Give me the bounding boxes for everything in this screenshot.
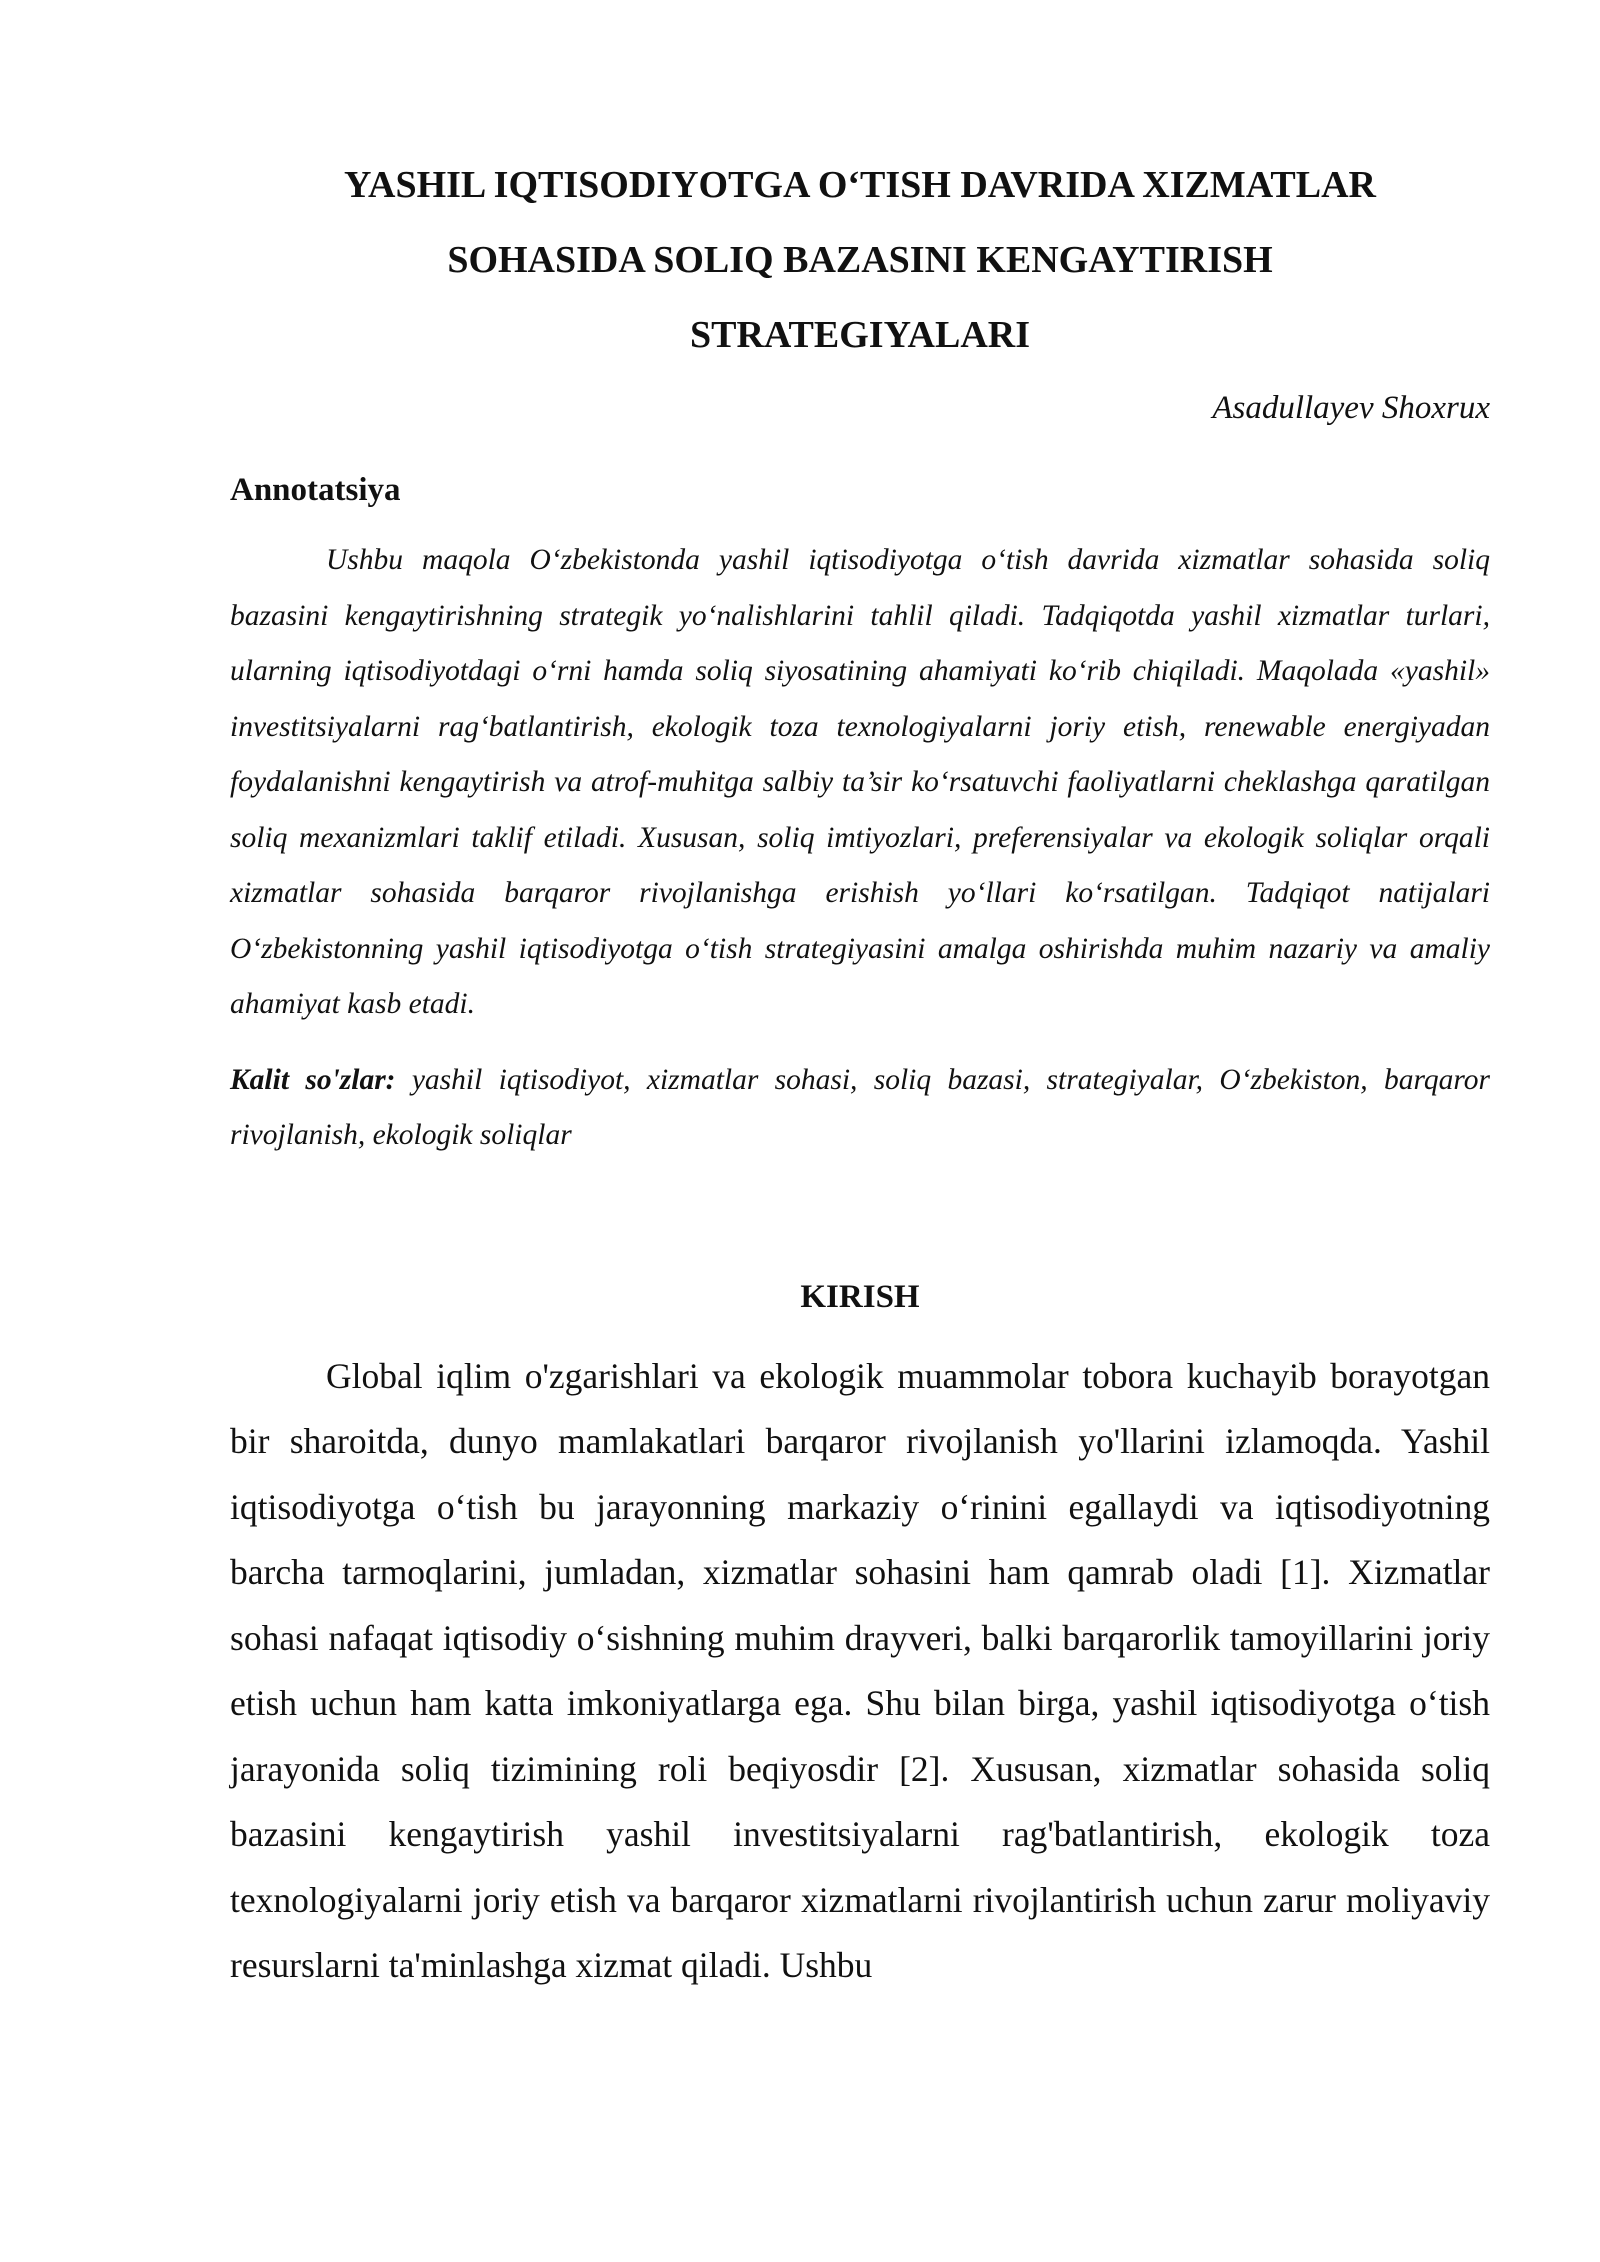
introduction-text: Global iqlim o'zgarishlari va ekologik muammolar tobora kuchayib borayotgan bir sharoitda, dunyo mamlakatlari barqaror rivojlanish yo'llarini izlamoqda. Yashil iqtisodiyotga o‘tish bu jarayonning markaziy o‘rinini egallaydi va iqtisodiyotning barcha tarmoqlarini, jumladan, xizmatlar sohasini ham qamrab oladi [1]. Xizmatlar sohasi nafaqat iqtisodiy o‘sishning muhim drayveri, balki barqarorlik tamoyillarini joriy etish uchun ham katta imkoniyatlarga ega. Shu bilan birga, yashil iqtisodiyotga o‘tish jarayonida soliq tizimining roli beqiyosdir [2]. Xususan, xizmatlar sohasida soliq bazasini kengaytirish yashil investitsiyalarni rag'batlantirish, ekologik toza texnologiyalarni joriy etish va barqaror xizmatlarni rivojlantirish uchun zarur moliyaviy resurslarni ta'minlashga xizmat qiladi. Ushbu <box>230 1355 1490 1985</box>
title-line-3: STRATEGIYALARI <box>690 314 1030 356</box>
introduction-heading: KIRISH <box>800 1278 920 1315</box>
author-name: Asadullayev Shoxrux <box>1212 390 1490 426</box>
keywords-label: Kalit so'zlar: <box>230 1063 396 1096</box>
abstract-text: Ushbu maqola O‘zbekistonda yashil iqtisodiyotga o‘tish davrida xizmatlar sohasida soliq bazasini kengaytirishning strategik yo‘nalishlarini tahlil qiladi. Tadqiqotda yashil xizmatlar turlari, ularning iqtisodiyotdagi o‘rni hamda soliq siyosatining ahamiyati ko‘rib chiqiladi. Maqolada «yashil» investitsiyalarni rag‘batlantirish, ekologik toza texnologiyalarni joriy etish, renewable energiyadan foydalanishni kengaytirish va atrof-muhitga salbiy ta’sir ko‘rsatuvchi faoliyatlarni cheklashga qaratilgan soliq mexanizmlari taklif etiladi. Xususan, soliq imtiyozlari, preferensiyalar va ekologik soliqlar orqali xizmatlar sohasida barqaror rivojlanishga erishish yo‘llari ko‘rsatilgan. Tadqiqot natijalari O‘zbekistonning yashil iqtisodiyotga o‘tish strategiyasini amalga oshirishda muhim nazariy va amaliy ahamiyat kasb etadi. <box>230 544 1490 1020</box>
abstract-heading: Annotatsiya <box>230 472 401 508</box>
title-line-1: YASHIL IQTISODIYOTGA O‘TISH DAVRIDA XIZMATLAR <box>344 164 1376 206</box>
title-line-2: SOHASIDA SOLIQ BAZASINI KENGAYTIRISH <box>447 239 1273 281</box>
keywords-list: yashil iqtisodiyot, xizmatlar sohasi, soliq bazasi, strategiyalar, O‘zbekiston, barqaror rivojlanish, ekologik soliqlar <box>230 1063 1491 1151</box>
keywords <box>230 1053 1490 1164</box>
paper-title <box>230 148 1490 373</box>
page-content <box>230 148 1490 1999</box>
